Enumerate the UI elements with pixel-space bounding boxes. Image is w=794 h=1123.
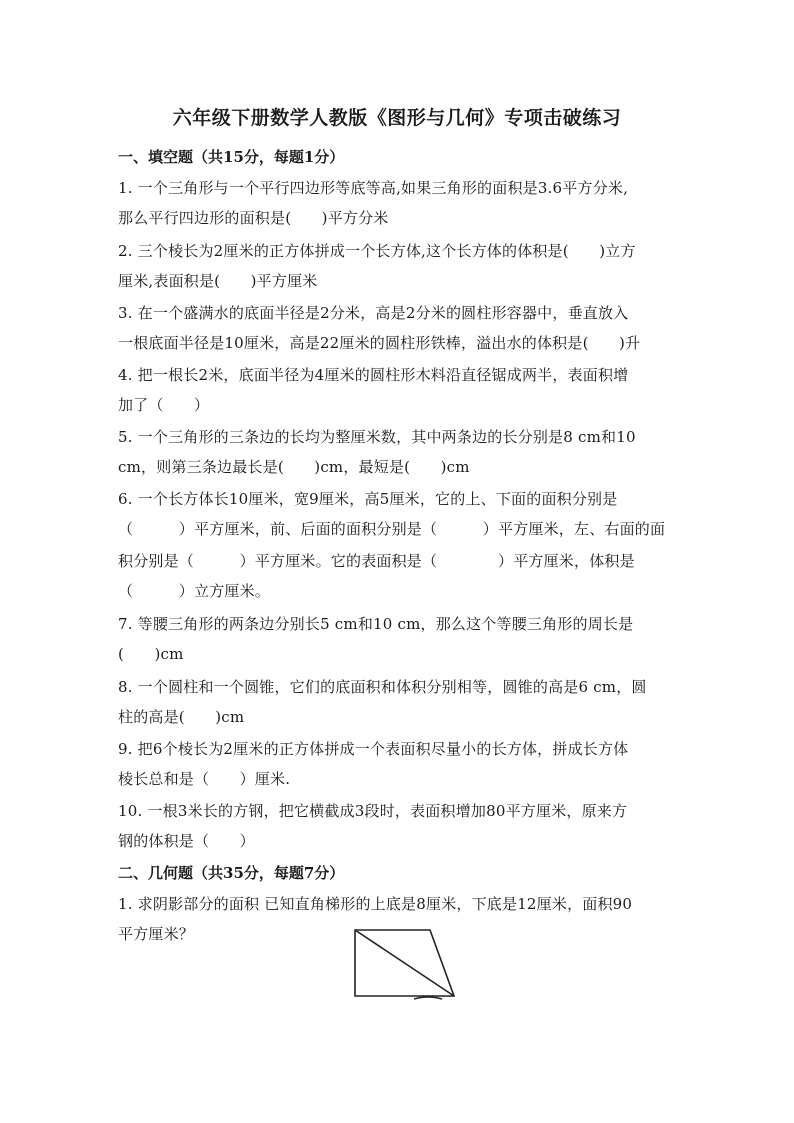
trapezoid-diagonal [355, 930, 454, 996]
question-5-line-1: 5. 一个三角形的三条边的长均为整厘米数，其中两条边的长分别是8 cm和10 [118, 428, 636, 446]
question-5-line-2: cm，则第三条边最长是( )cm，最短是( )cm [118, 458, 470, 476]
section-heading-fill-blank: 一、填空题（共15分，每题1分） [118, 148, 345, 166]
question-2-line-2: 厘米,表面积是( )平方厘米 [118, 272, 318, 290]
question-6-line-1: 6. 一个长方体长10厘米，宽9厘米，高5厘米，它的上、下面的面积分别是 [118, 490, 618, 508]
question-10-line-2: 钢的体积是（ ） [118, 832, 255, 850]
question-7-line-1: 7. 等腰三角形的两条边分别长5 cm和10 cm，那么这个等腰三角形的周长是 [118, 615, 634, 633]
semicircle-mark [414, 997, 442, 999]
question-3-line-1: 3. 在一个盛满水的底面半径是2分米，高是2分米的圆柱形容器中，垂直放入 [118, 304, 629, 322]
question-8-line-1: 8. 一个圆柱和一个圆锥，它们的底面积和体积分别相等，圆锥的高是6 cm，圆 [118, 678, 647, 696]
question-6-line-2: （ ）平方厘米，前、后面的面积分别是（ ）平方厘米，左、右面的面 [118, 520, 666, 538]
question-7-line-2: ( )cm [118, 645, 184, 663]
question-6-line-4: （ ）立方厘米。 [118, 582, 271, 600]
question-4-line-2: 加了（ ） [118, 396, 210, 414]
geometry-1-line-2: 平方厘米？ [118, 925, 195, 943]
question-6-line-3: 积分别是（ ）平方厘米。它的表面积是（ ）平方厘米，体积是 [118, 552, 635, 570]
question-9-line-2: 棱长总和是（ ）厘米. [118, 770, 291, 788]
page-title: 六年级下册数学人教版《图形与几何》专项击破练习 [172, 107, 622, 129]
geometry-1-line-1: 1. 求阴影部分的面积 已知直角梯形的上底是8厘米，下底是12厘米，面积90 [118, 895, 633, 913]
question-8-line-2: 柱的高是( )cm [118, 708, 245, 726]
question-1-line-2: 那么平行四边形的面积是( )平方分米 [118, 209, 389, 227]
trapezoid-figure [350, 922, 460, 1004]
question-10-line-1: 10. 一根3米长的方钢，把它横截成3段时，表面积增加80平方厘米，原来方 [118, 802, 628, 820]
question-2-line-1: 2. 三个棱长为2厘米的正方体拼成一个长方体,这个长方体的体积是( )立方 [118, 242, 636, 260]
question-9-line-1: 9. 把6个棱长为2厘米的正方体拼成一个表面积尽量小的长方体，拼成长方体 [118, 740, 629, 758]
question-4-line-1: 4. 把一根长2米，底面半径为4厘米的圆柱形木料沿直径锯成两半，表面积增 [118, 366, 629, 384]
question-3-line-2: 一根底面半径是10厘米，高是22厘米的圆柱形铁棒，溢出水的体积是( )升 [118, 334, 641, 352]
question-1-line-1: 1. 一个三角形与一个平行四边形等底等高,如果三角形的面积是3.6平方分米, [118, 179, 629, 197]
section-heading-geometry: 二、几何题（共35分，每题7分） [118, 864, 345, 882]
